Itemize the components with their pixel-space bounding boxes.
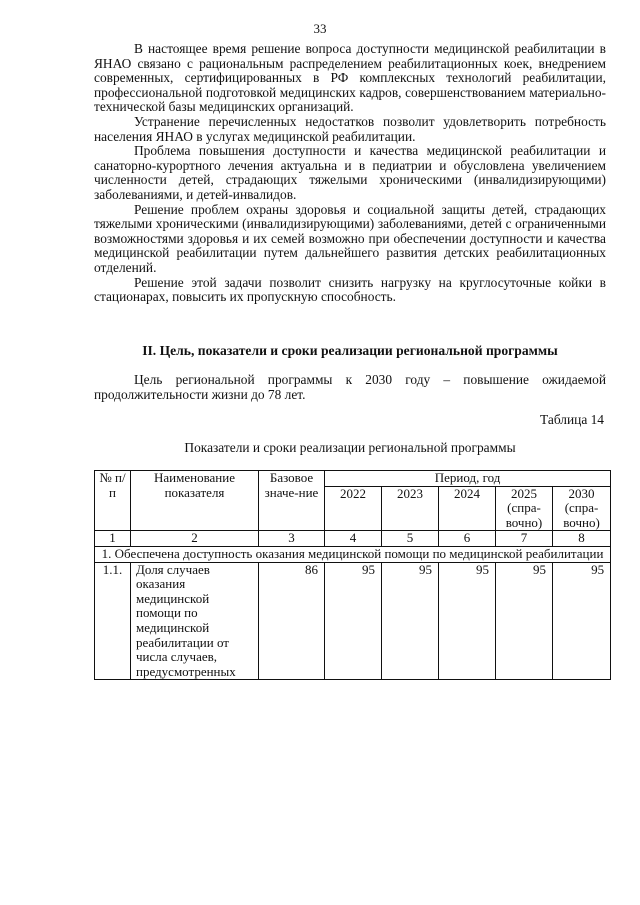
goal-text: Цель региональной программы к 2030 году – повышение ожидаемой продолжительности жизни до 78 лет. <box>94 372 606 402</box>
row-value-2030: 95 <box>553 562 611 680</box>
group-title: 1. Обеспечена доступность оказания медицинской помощи по медицинской реабилитации <box>95 546 611 562</box>
paragraph: В настоящее время решение вопроса доступности медицинской реабилитации в ЯНАО связано с рациональным распределением реабилитационных коек, внедрением современных, сертифицированных в РФ комплексных технологий реабилитации, профессиональной подготовкой медицинских кадров, совершенствованием материально-технической базы медицинских организаций. <box>94 41 606 115</box>
header-year: 2022 <box>325 486 382 531</box>
row-value-2024: 95 <box>439 562 496 680</box>
table-label: Таблица 14 <box>540 412 604 427</box>
header-num: № п/п <box>95 471 131 531</box>
paragraph: Решение этой задачи позволит снизить нагрузку на круглосуточные койки в стационарах, повысить их пропускную способность. <box>94 274 606 305</box>
header-period: Период, год <box>325 471 611 487</box>
row-value-2022: 95 <box>325 562 382 680</box>
column-number: 4 <box>325 531 382 547</box>
row-value-2023: 95 <box>382 562 439 680</box>
header-name: Наименование показателя <box>131 471 259 531</box>
header-base: Базовое значе-ние <box>259 471 325 531</box>
group-row <box>95 546 611 562</box>
column-number: 1 <box>95 531 131 547</box>
header-year: 2025 (спра-вочно) <box>496 486 553 531</box>
paragraph: Проблема повышения доступности и качества медицинской реабилитации и санаторно-курортного лечения актуальна и в педиатрии и обусловлена увеличением численности детей, страдающих тяжелыми хроническими (инвалидизирующими) заболеваниями, и детей-инвалидов. <box>94 143 606 202</box>
paragraph: Решение проблем охраны здоровья и социальной защиты детей, страдающих тяжелыми хроническими (инвалидизирующими) заболеваниями, детей с ограниченными возможностями здоровья и их семей возможно при обеспечении доступности и качества медицинской реабилитации путем дальнейшего развития детских реабилитационных отделений. <box>94 201 606 275</box>
row-num: 1.1. <box>95 562 131 680</box>
header-row <box>95 471 611 487</box>
column-number: 2 <box>131 531 259 547</box>
section-title: II. Цель, показатели и сроки реализации региональной программы <box>142 343 558 358</box>
paragraph: Устранение перечисленных недостатков позволит удовлетворить потребность населения ЯНАО в услугах медицинской реабилитации. <box>94 113 606 144</box>
column-number: 7 <box>496 531 553 547</box>
row-name: Доля случаев оказания медицинской помощи по медицинской реабилитации от числа случаев, предусмотренных <box>131 562 259 680</box>
column-numbers-row <box>95 531 611 547</box>
row-base: 86 <box>259 562 325 680</box>
page-number: 33 <box>313 21 327 36</box>
header-year: 2023 <box>382 486 439 531</box>
column-number: 8 <box>553 531 611 547</box>
column-number: 6 <box>439 531 496 547</box>
header-year: 2024 <box>439 486 496 531</box>
intro-text <box>94 42 606 305</box>
table-caption: Показатели и сроки реализации региональной программы <box>184 440 516 455</box>
row-value-2025: 95 <box>496 562 553 680</box>
indicators-table <box>94 470 611 680</box>
table-row <box>95 562 611 680</box>
header-year: 2030 (спра-вочно) <box>553 486 611 531</box>
column-number: 5 <box>382 531 439 547</box>
column-number: 3 <box>259 531 325 547</box>
